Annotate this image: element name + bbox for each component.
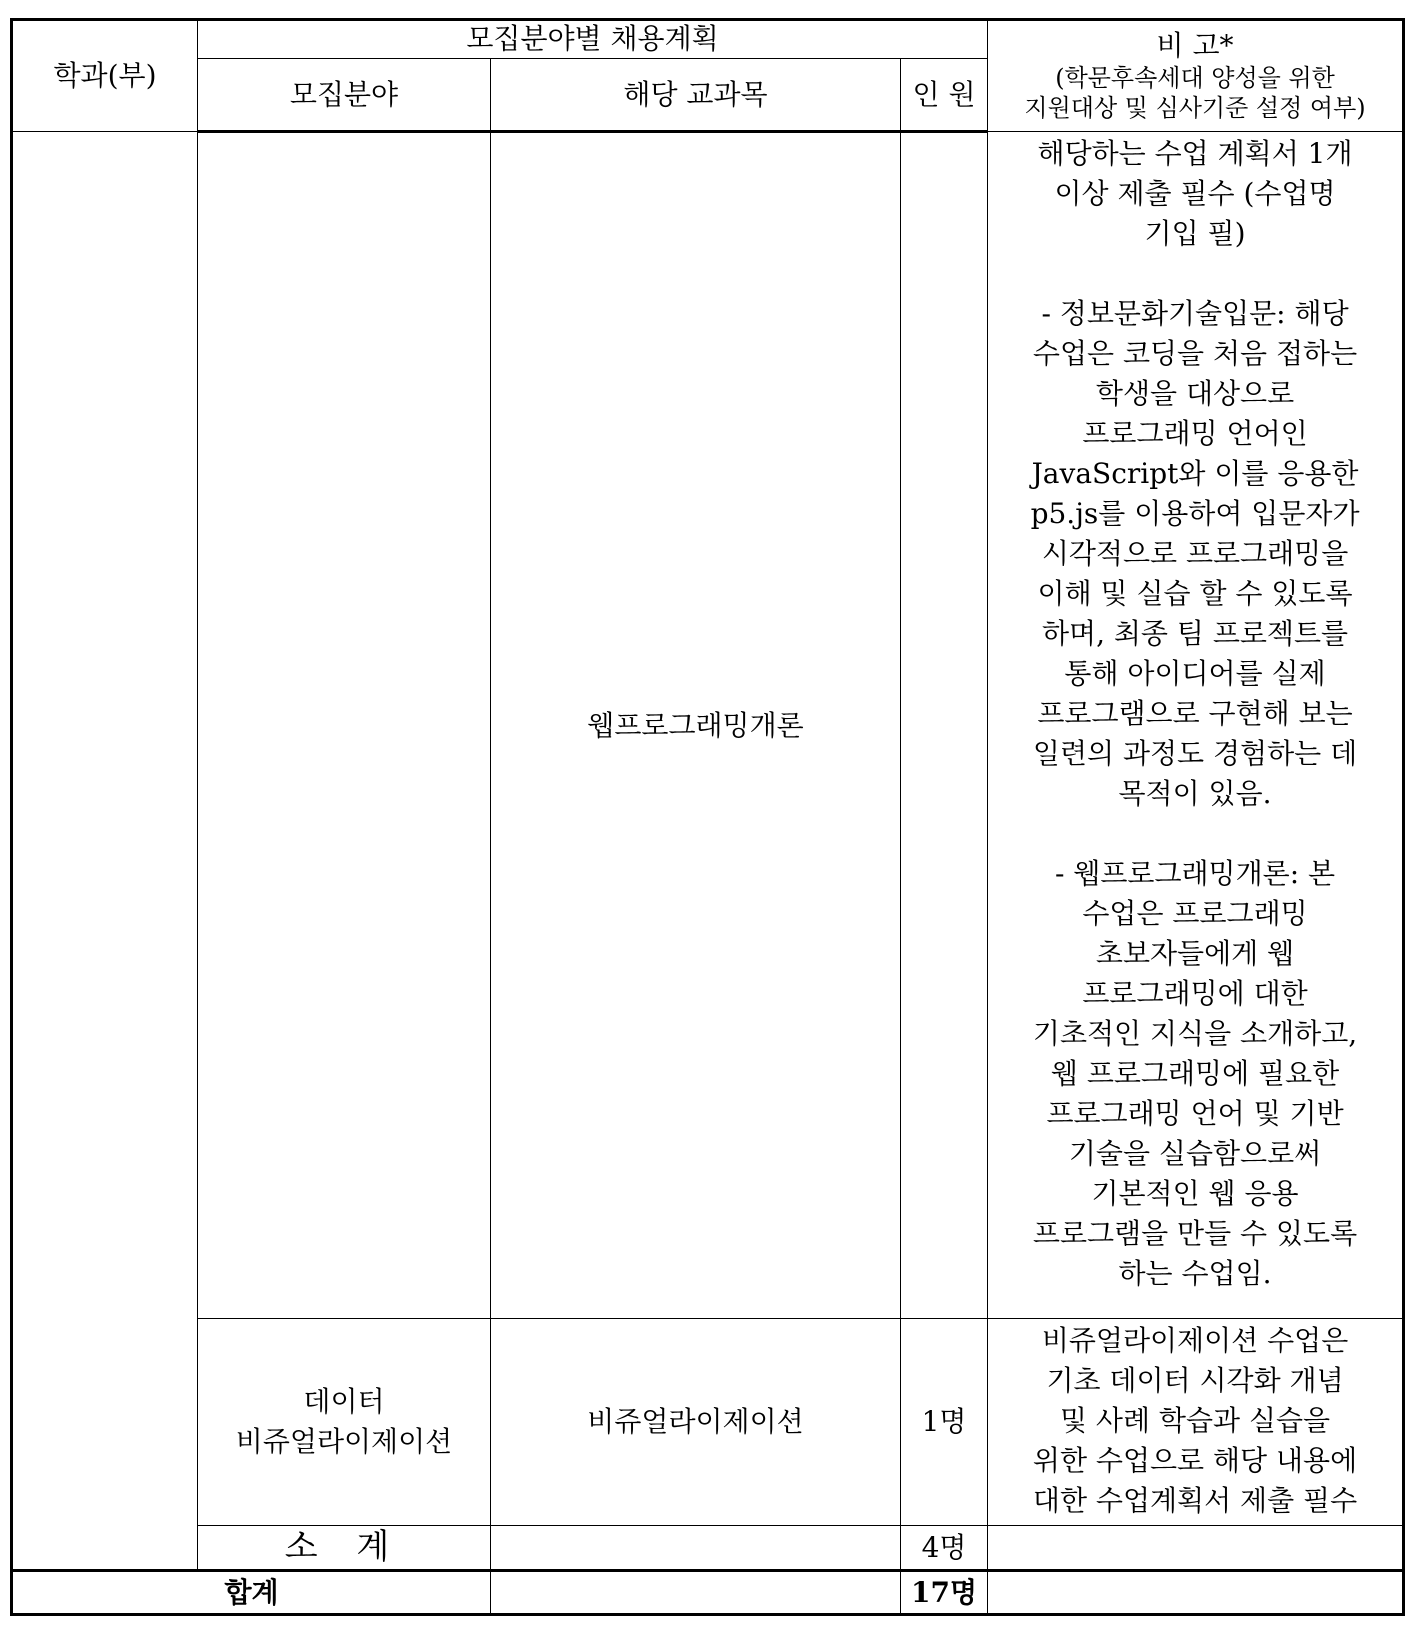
row1-count — [901, 132, 988, 1319]
dept-cell — [12, 132, 198, 1571]
subtotal-subject — [491, 1526, 901, 1571]
subtotal-remark — [988, 1526, 1404, 1571]
row1-subject: 웹프로그래밍개론 — [491, 132, 901, 1319]
total-subject — [491, 1571, 901, 1615]
header-remark-sub-2: 지원대상 및 심사기준 설정 여부) — [1024, 94, 1366, 123]
subtotal-label — [198, 1526, 491, 1571]
row2-field-line1: 데이터 — [303, 1385, 385, 1419]
header-count: 인 원 — [901, 58, 988, 131]
header-remark-sub-1: (학문후속세대 양성을 위한 — [1055, 64, 1335, 93]
row2-field — [198, 1319, 491, 1526]
subtotal-label-text: 소 계 — [284, 1526, 404, 1567]
row2-remark: 비쥬얼라이제이션 수업은 기초 데이터 시각화 개념 및 사례 학습과 실습을 위한 수업으로 해당 내용에 대한 수업계획서 제출 필수 — [988, 1319, 1404, 1526]
row2-subject: 비쥬얼라이제이션 — [491, 1319, 901, 1526]
total-remark — [988, 1571, 1404, 1615]
header-remark — [988, 20, 1404, 132]
header-remark-title: 비 고* — [1156, 29, 1234, 63]
header-field: 모집분야 — [198, 58, 491, 131]
row1-field — [198, 132, 491, 1319]
total-label: 합계 — [12, 1571, 491, 1615]
row2-field-line2: 비쥬얼라이제이션 — [235, 1425, 453, 1459]
total-count: 17명 — [901, 1571, 988, 1615]
header-dept: 학과(부) — [12, 20, 198, 132]
recruitment-plan-table — [10, 18, 1405, 1616]
header-subject: 해당 교과목 — [491, 58, 901, 131]
row1-remark: 해당하는 수업 계획서 1개 이상 제출 필수 (수업명 기입 필) - 정보문화기술입문: 해당 수업은 코딩을 처음 접하는 학생을 대상으로 프로그래밍 언어인 JavaScript와 이를 응용한 p5.js를 이용하여 입문자가 시각적으로 프로그래밍을 이해 및 실습 할 수 있도록 하며, 최종 팀 프로젝트를 통해 아이디어를 실제 프로그램으로 구현해 보는 일련의 과정도 경험하는 데 목적이 있음. - 웹프로그래밍개론: 본 수업은 프로그래밍 초보자들에게 웹 프로그래밍에 대한 기초적인 지식을 소개하고, 웹 프로그래밍에 필요한 프로그래밍 언어 및 기반 기술을 실습함으로써 기본적인 웹 응용 프로그램을 만들 수 있도록 하는 수업임. — [988, 132, 1404, 1319]
header-plan-title: 모집분야별 채용계획 — [198, 20, 988, 59]
row2-count: 1명 — [901, 1319, 988, 1526]
subtotal-count: 4명 — [901, 1526, 988, 1571]
